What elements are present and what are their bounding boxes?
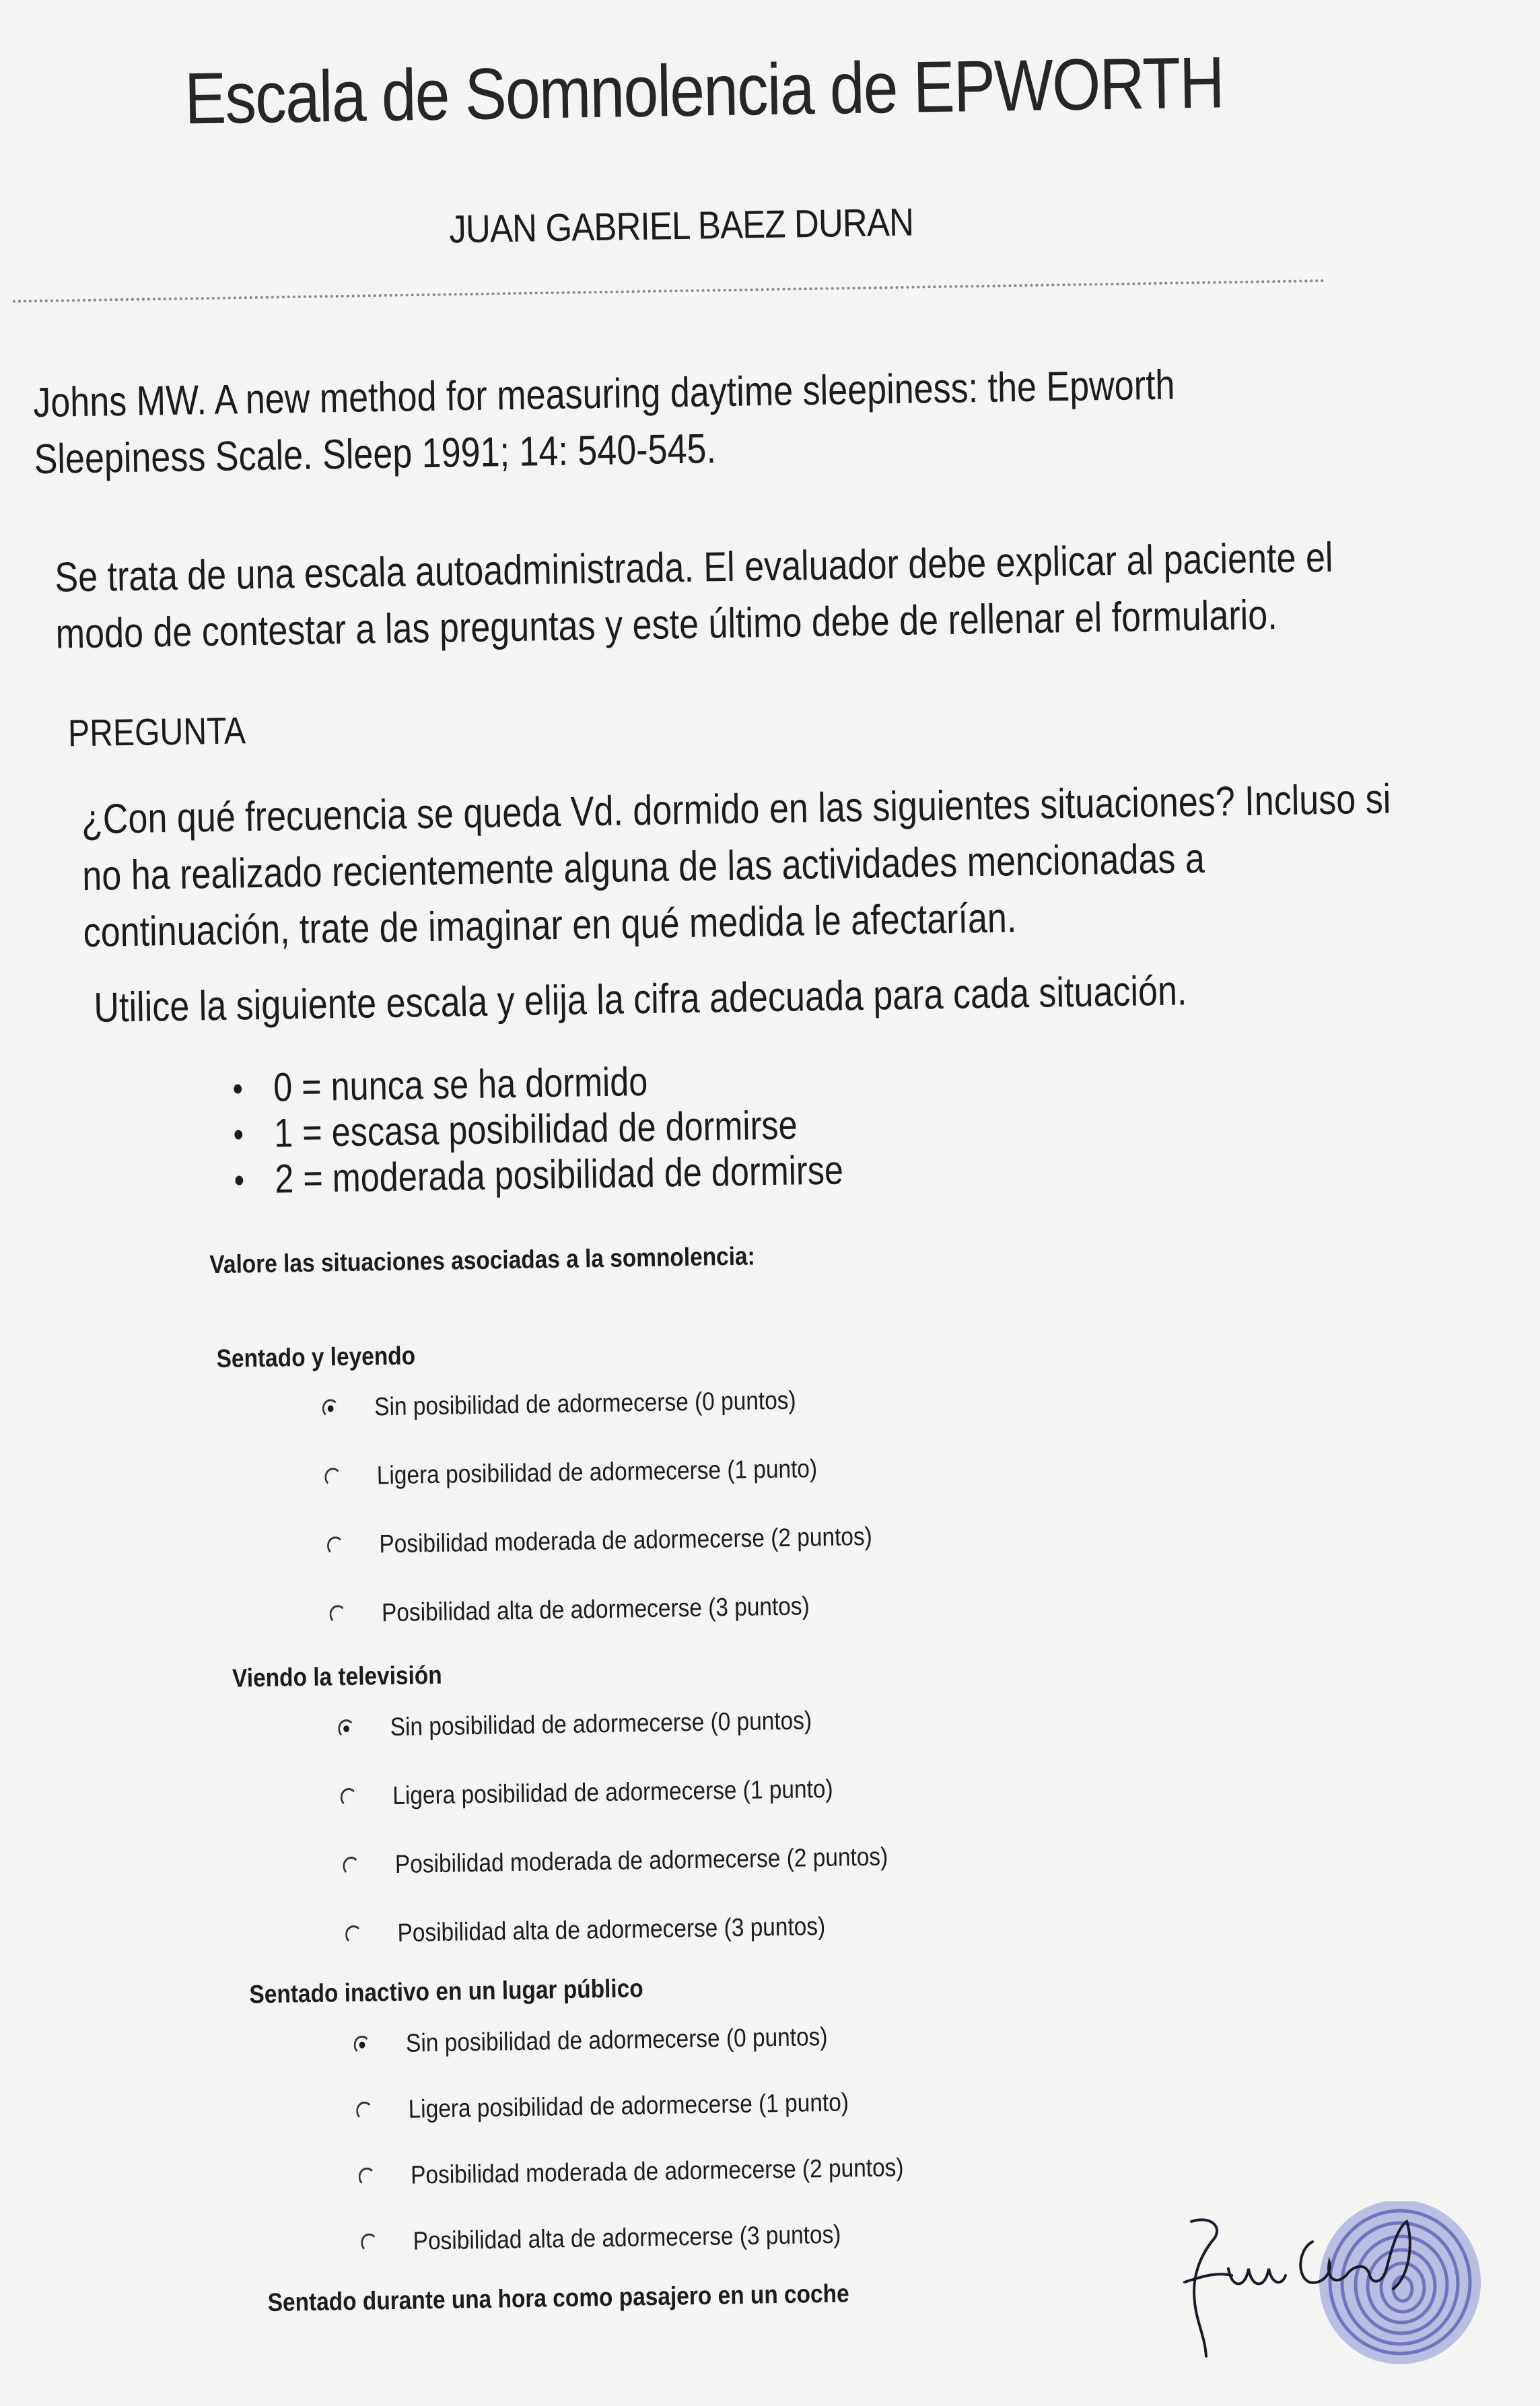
option-3[interactable] (345, 1913, 826, 1949)
radio-button[interactable] (359, 2167, 376, 2186)
radio-button[interactable] (353, 2035, 370, 2054)
reference-citation (33, 357, 1177, 489)
radio-button[interactable] (322, 1399, 339, 1418)
option-1[interactable] (324, 1455, 817, 1491)
option-label: Posibilidad alta de adormecerse (3 puntos) (413, 2220, 841, 2256)
situation-label: Sentado y leyendo (216, 1342, 416, 1374)
scale-item: 2 = moderada posibilidad de dormirse (235, 1147, 843, 1202)
radio-button[interactable] (338, 1719, 355, 1738)
radio-button[interactable] (324, 1468, 341, 1486)
situation-label: Sentado durante una hora como pasajero en un coche (267, 2279, 849, 2318)
scale-item: 1 = escasa posibilidad de dormirse (234, 1101, 843, 1157)
option-label: Posibilidad moderada de adormecerse (2 puntos) (394, 1843, 888, 1879)
radio-button[interactable] (356, 2101, 373, 2120)
reference-line: Johns MW. A new method for measuring daytime sleepiness: the Epworth (32, 362, 1175, 427)
situation-label: Viendo la televisión (232, 1661, 443, 1693)
option-label: Posibilidad alta de adormecerse (3 puntos) (381, 1592, 810, 1628)
intro-paragraph (55, 530, 1335, 663)
option-label: Posibilidad moderada de adormecerse (2 puntos) (410, 2154, 904, 2190)
radio-button[interactable] (361, 2233, 378, 2252)
radio-button[interactable] (327, 1536, 344, 1555)
divider (13, 279, 1325, 303)
option-2[interactable] (358, 2154, 903, 2191)
option-3[interactable] (329, 1592, 810, 1628)
scale-item: 0 = nunca se ha dormido (234, 1056, 842, 1111)
radio-button[interactable] (343, 1856, 359, 1875)
option-1[interactable] (341, 1775, 833, 1812)
option-label: Posibilidad alta de adormecerse (3 puntos) (397, 1912, 826, 1948)
assessment-title: Valore las situaciones asociadas a la somnolencia: (209, 1242, 756, 1280)
intro-line: Se trata de una escala autoadministrada. El evaluador debe explicar al paciente el (54, 534, 1333, 601)
radio-button[interactable] (345, 1925, 362, 1944)
author-name: JUAN GABRIEL BAEZ DURAN (448, 200, 914, 252)
option-2[interactable] (327, 1523, 872, 1560)
radio-button[interactable] (329, 1605, 346, 1624)
question-line: continuación, trate de imaginar en qué medida le afectarían. (83, 895, 1017, 957)
option-label: Sin posibilidad de adormecerse (0 puntos) (390, 1707, 812, 1742)
scale-list (234, 1056, 844, 1202)
option-label: Ligera posibilidad de adormecerse (1 punto) (408, 2088, 849, 2124)
option-label: Sin posibilidad de adormecerse (0 puntos) (374, 1386, 796, 1422)
document-title: Escala de Somnolencia de EPWORTH (184, 41, 1224, 139)
question-paragraph (81, 771, 1393, 962)
situation-label: Sentado inactivo en un lugar público (249, 1974, 644, 2009)
question-line: no ha realizado recientemente alguna de las actividades mencionadas a (81, 835, 1205, 900)
option-0[interactable] (353, 2023, 827, 2059)
signature-with-fingerprint (1164, 2201, 1501, 2376)
radio-button[interactable] (341, 1787, 357, 1806)
option-label: Sin posibilidad de adormecerse (0 puntos) (405, 2022, 828, 2058)
option-0[interactable] (338, 1707, 812, 1743)
option-3[interactable] (361, 2221, 841, 2257)
option-1[interactable] (356, 2088, 849, 2125)
option-0[interactable] (322, 1387, 796, 1423)
scale-intro: Utilice la siguiente escala y elija la cifra adecuada para cada situación. (93, 967, 1187, 1031)
question-line: ¿Con qué frecuencia se queda Vd. dormido en las siguientes situaciones? Incluso si (81, 776, 1391, 844)
option-label: Posibilidad moderada de adormecerse (2 puntos) (379, 1522, 873, 1559)
option-label: Ligera posibilidad de adormecerse (1 punto) (392, 1775, 833, 1811)
reference-line: Sleepiness Scale. Sleep 1991; 14: 540-545. (34, 425, 717, 483)
question-heading: PREGUNTA (67, 709, 246, 755)
intro-line: modo de contestar a las preguntas y este último debe de rellenar el formulario. (55, 592, 1278, 658)
option-label: Ligera posibilidad de adormecerse (1 punto) (376, 1455, 818, 1490)
option-2[interactable] (343, 1843, 888, 1880)
